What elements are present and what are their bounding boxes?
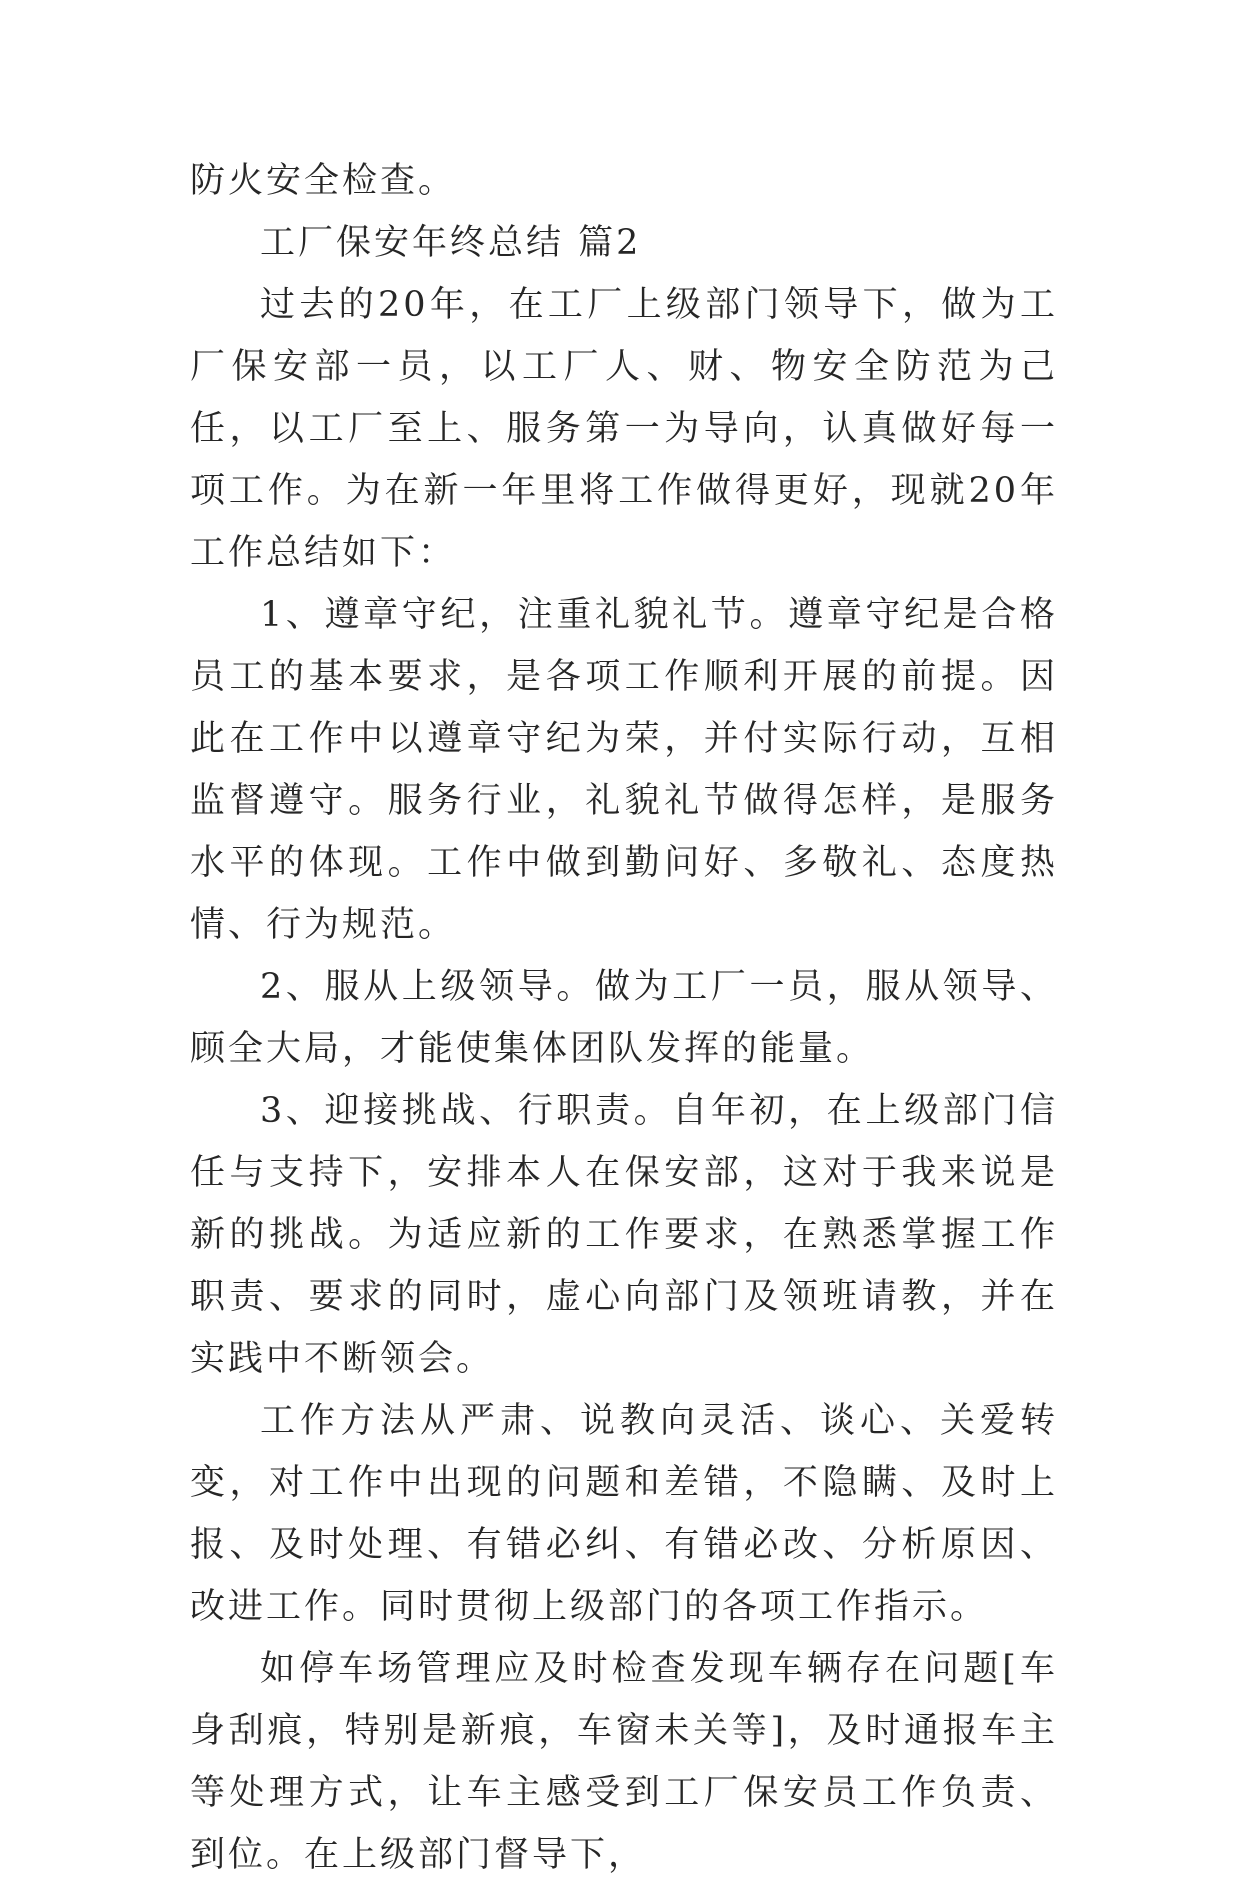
section-heading: 工厂保安年终总结 篇2 bbox=[260, 223, 642, 263]
paragraph-work-method: 工作方法从严肃、说教向灵活、谈心、关爱转变，对工作中出现的问题和差错，不隐瞒、及时上报、及时处理、有错必纠、有错必改、分析原因、改进工作。同时贯彻上级部门的各项工作指示。 bbox=[190, 1401, 1058, 1627]
paragraph-intro: 过去的20年，在工厂上级部门领导下，做为工厂保安部一员，以工厂人、财、物安全防范为己任，以工厂至上、服务第一为导向，认真做好每一项工作。为在新一年里将工作做得更好，现就20年工作总结如下： bbox=[190, 285, 1058, 573]
document-body bbox=[190, 150, 1058, 1886]
paragraph-continuation: 防火安全检查。 bbox=[190, 161, 457, 201]
paragraph-item-3: 3、迎接挑战、行职责。自年初，在上级部门信任与支持下，安排本人在保安部，这对于我来说是新的挑战。为适应新的工作要求，在熟悉掌握工作职责、要求的同时，虚心向部门及领班请教，并在实践中不断领会。 bbox=[190, 1091, 1058, 1379]
paragraph-item-1: 1、遵章守纪，注重礼貌礼节。遵章守纪是合格员工的基本要求，是各项工作顺利开展的前提。因此在工作中以遵章守纪为荣，并付实际行动，互相监督遵守。服务行业，礼貌礼节做得怎样，是服务水平的体现。工作中做到勤问好、多敬礼、态度热情、行为规范。 bbox=[190, 595, 1058, 945]
paragraph-item-2: 2、服从上级领导。做为工厂一员，服从领导、顾全大局，才能使集体团队发挥的能量。 bbox=[190, 967, 1058, 1069]
paragraph-parking: 如停车场管理应及时检查发现车辆存在问题[车身刮痕，特别是新痕，车窗未关等]，及时通报车主等处理方式，让车主感受到工厂保安员工作负责、到位。在上级部门督导下， bbox=[190, 1649, 1058, 1875]
